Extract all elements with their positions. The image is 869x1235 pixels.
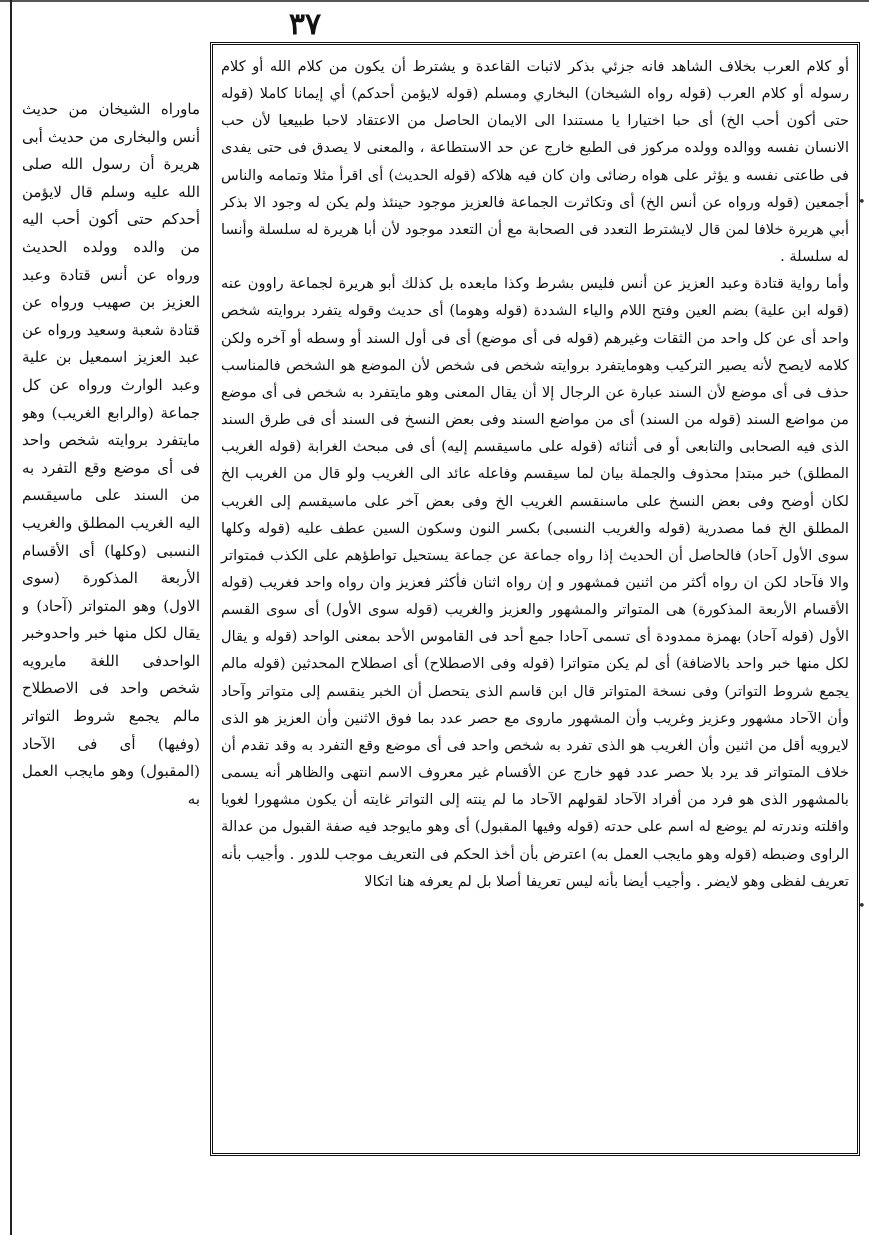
base-text [22,96,200,813]
base-text-column [22,96,200,1096]
commentary-paragraph: وأما رواية قتادة وعبد العزيز عن أنس فليس بشرط وكذا مابعده بل كذلك أبو هريرة لجماعة راوون عنه (قوله ابن علية) بضم العين وفتح اللام والياء الشددة (قوله وهوما) أى حديث وقوله يتفرد بروايته شخص واحد أى عن كل واحد من الثقات وغيرهم (قوله فى أى موضع) أى فى أول السند أو وسطه أو آخره ولكن كلامه لايصح لأنه يصير التركيب وهومايتفرد بروايته شخص فى شخص لأن الموضع هو الشخص فالمناسب حذف فى أى موضع لأن السند عبارة عن الرجال إلا أن يقال المعنى وهو مايتفرد به شخص فى أى موضع من مواضع السند (قوله من السند) أى من مواضع السند وفى بعض النسخ فى السند أى فى طرق السند الذى فيه الصحابى والتابعى أو فى أثنائه (قوله على ماسيقسم إليه) أى فى مبحث الغرابة (قوله الغريب المطلق) خبر مبتدإ محذوف والجملة بيان لما سيقسم وفاعله عائد الى الغريب ولو قال من الغريب الخ لكان أوضح وفى بعض النسخ على ماسنقسم الغريب الخ وفى بعض آخر على ماسيقسم إلى الغريب المطلق الخ فما مصدرية (قوله والغريب النسبى) بكسر النون وسكون السين عطف عليه (قوله وكلها سوى الأول آحاد) فالحاصل أن الحديث إذا رواه جماعة عن جماعة يستحيل تواطؤهم على الكذب فمتواتر والا فآحاد لكن ان رواه أكثر من اثنين فمشهور و إن رواه اثنان فأكثر فعزيز وان رواه واحد فغريب (قوله الأقسام الأربعة المذكورة) هى المتواتر والمشهور والعزيز والغريب (قوله سوى الأول) أى سوى القسم الأول (قوله آحاد) بهمزة ممدودة أى تسمى آحادا جمع أحد فى القاموس الأحد بمعنى الواحد (قوله و يقال لكل منها خبر واحد بالاضافة) أى لم يكن متواترا (قوله وفى الاصطلاح) أى اصطلاح المحدثين (قوله مالم يجمع شروط التواتر) وفى نسخة المتواتر قال ابن قاسم الذى يتحصل أن الخبر ينقسم إلى متواتر وآحاد وأن الآحاد مشهور وعزيز وغريب وأن المشهور ماروى مع حصر عدد بما فوق الاثنين وأن العزيز هو الذى لايرويه أقل من اثنين وأن الغريب هو الذى تفرد به شخص واحد فى أى موضع وقع التفرد به وقد تقدم أن خلاف المتواتر قد يرد بلا حصر عدد فهو خارج عن الأقسام غير معروف الاسم انتهى والظاهر أنه يسمى بالمشهور الذى هو فرد من أفراد الآحاد لقولهم الآحاد ما لم ينته إلى التواتر غايته أن يكون مشهورا لغويا واقلته وندرته لم يوضع له اسم على حدته (قوله وفيها المقبول) أى وهو مايوجد فيه صفة القبول من عدالة الراوى وضبطه (قوله وهو مايجب العمل به) اعترض بأن أخذ الحكم فى التعريف موجب للدور . وأجيب بأنه تعريف لفظى وهو لايضر . وأجيب أيضا بأنه ليس تعريفا أصلا بل لم يعرفه هنا اتكالا [221,275,849,890]
base-text-paragraph: ماوراه الشيخان من حديث أنس والبخارى من حديث أبى هريرة أن رسول الله صلى الله عليه وسلم قال لايؤمن أحدكم حتى أكون أحب اليه من والده وولده الحديث ورواه عن أنس قتادة وعبد العزيز بن صهيب ورواه عن قتادة شعبة وسعيد ورواه عن عبد العزيز اسمعيل بن علية وعبد الوارث ورواه عن كل جماعة (والرابع الغريب) وهو مايتفرد بروايته شخص واحد فى أى موضع وقع التفرد به من السند على ماسيقسم اليه الغريب المطلق والغريب النسبى (وكلها) أى الأقسام الأربعة المذكورة (سوى الاول) وهو المتواتر (آحاد) و يقال لكل منها خبر واحدوخبر الواحدفى اللغة مايرويه شخص واحد فى الاصطلاح مالم يجمع شروط التواتر (وفيها) أى فى الآحاد (المقبول) وهو مايجب العمل به [22,100,200,808]
top-edge-rule [0,0,869,2]
page-edge-rule [10,0,12,1235]
margin-mark: • [858,899,866,914]
commentary-text [221,53,849,895]
page-number: ٣٧ [288,7,322,42]
commentary-paragraph: أو كلام العرب بخلاف الشاهد فانه جزئي بذكر لاثبات القاعدة و يشترط أن يكون من كلام الله أو كلام رسوله أو كلام العرب (قوله رواه الشيخان) البخاري ومسلم (قوله لايؤمن أحدكم) أي إيمانا كاملا (قوله حتى أكون أحب الخ) أى حبا اختيارا يا مستندا الى الايمان الحاصل من الاعتقاد لاحبا طبيعيا لأن حب الانسان نفسه ووالده وولده مركوز فى الطبع خارج عن حد الاستطاعة ، والمعنى لا يصدق فى حتى يفدى فى طاعتى نفسه و يؤثر على هواه رضائى وان كان فيه هلاكه (قوله الحديث) أى اقرأ مثلا وتمامه والناس أجمعين (قوله ورواه عن أنس الخ) أى وتكاثرت الجماعة فالعزيز موجود حينئذ ولم يكن له وجود الا بذكر أبي هريرة خلافا لمن قال لايشترط التعدد فى الصحابة مع أن التعدد موجود لأن أبا هريرة له سلسلة وأنسا له سلسلة . [221,58,849,266]
margin-mark: • [858,195,866,210]
commentary-frame [210,42,860,1156]
